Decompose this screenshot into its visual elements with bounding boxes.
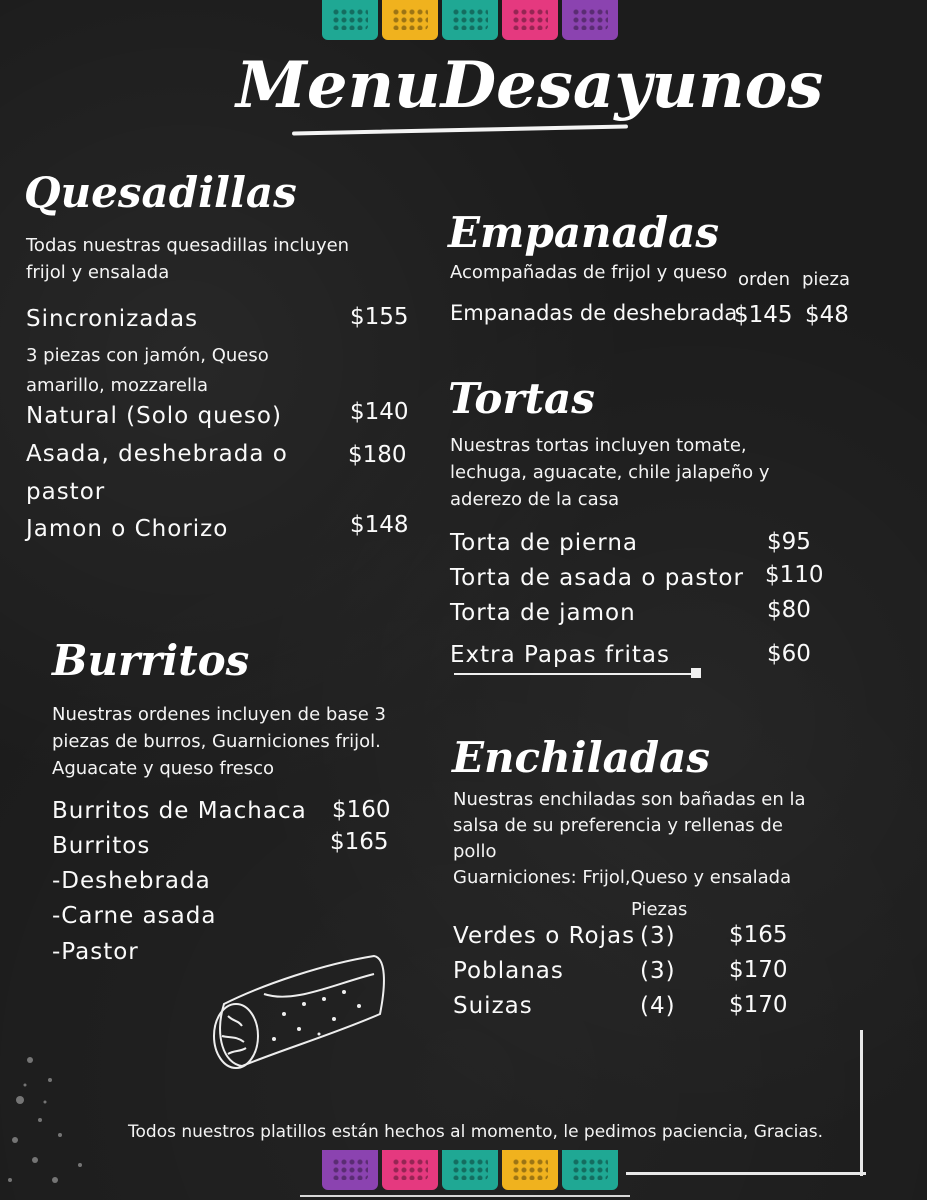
papel-picado-flag (562, 1150, 618, 1190)
menu-item-option: -Carne asada (52, 903, 217, 929)
papel-picado-flag (442, 0, 498, 40)
papel-picado-flag (322, 1150, 378, 1190)
menu-item-qty: (4) (640, 993, 676, 1019)
menu-item-name: Empanadas de deshebrada (450, 301, 738, 325)
menu-item-name: Natural (Solo queso) (26, 403, 282, 429)
menu-item-name: Torta de pierna (450, 530, 639, 556)
menu-item-price-orden: $145 (734, 302, 793, 328)
title-underline (292, 124, 628, 135)
chalk-bottom-line (300, 1195, 630, 1197)
enchiladas-heading: Enchiladas (452, 733, 711, 782)
divider-line (454, 673, 694, 675)
quesadillas-desc-line: frijol y ensalada (26, 262, 170, 283)
menu-item-name: Jamon o Chorizo (26, 516, 229, 542)
empanadas-desc: Acompañadas de frijol y queso (450, 262, 728, 283)
papel-picado-flag (382, 0, 438, 40)
burritos-heading: Burritos (52, 636, 250, 685)
menu-item-name: Burritos (52, 833, 151, 859)
menu-item-price: $165 (729, 922, 788, 948)
menu-item-name: Poblanas (453, 958, 564, 984)
papel-picado-flag (382, 1150, 438, 1190)
quesadillas-heading: Quesadillas (24, 168, 297, 217)
menu-item-price: $180 (348, 442, 407, 468)
menu-item-price: $170 (729, 957, 788, 983)
menu-item-price: $155 (350, 304, 409, 330)
chalk-vertical-line (860, 1030, 863, 1176)
menu-item-qty: (3) (640, 958, 676, 984)
empanadas-heading: Empanadas (448, 208, 720, 257)
menu-item-price: $80 (767, 597, 811, 623)
column-header-orden: orden (738, 269, 791, 290)
sincronizadas-desc-line: 3 piezas con jamón, Queso (26, 345, 269, 366)
papel-picado-top (322, 0, 618, 40)
tortas-heading: Tortas (448, 374, 595, 423)
papel-picado-flag (502, 0, 558, 40)
enchiladas-desc-line: Guarniciones: Frijol,Queso y ensalada (453, 867, 792, 888)
sincronizadas-desc-line: amarillo, mozzarella (26, 375, 209, 396)
menu-item-price: $140 (350, 399, 409, 425)
menu-item-price: $165 (330, 829, 389, 855)
column-header-pieza: pieza (802, 269, 850, 290)
papel-picado-flag (322, 0, 378, 40)
chalk-splatter (0, 1040, 110, 1200)
page-title: MenuDesayunos (236, 48, 824, 123)
papel-picado-flag (442, 1150, 498, 1190)
menu-item-price: $110 (765, 562, 824, 588)
tortas-desc-line: aderezo de la casa (450, 489, 620, 510)
menu-item-name: Sincronizadas (26, 306, 199, 332)
burritos-desc-line: Aguacate y queso fresco (52, 758, 275, 779)
menu-item-option: -Deshebrada (52, 868, 211, 894)
menu-item-name: Extra Papas fritas (450, 642, 670, 668)
menu-item-qty: (3) (640, 923, 676, 949)
papel-picado-bottom (322, 1150, 618, 1190)
menu-item-price: $95 (767, 529, 811, 555)
divider-handle (691, 668, 701, 678)
papel-picado-flag (562, 0, 618, 40)
menu-item-name: Burritos de Machaca (52, 798, 307, 824)
tortas-desc-line: Nuestras tortas incluyen tomate, (450, 435, 747, 456)
papel-picado-flag (502, 1150, 558, 1190)
menu-item-name: Torta de jamon (450, 600, 636, 626)
column-header-piezas: Piezas (631, 899, 688, 920)
quesadillas-desc-line: Todas nuestras quesadillas incluyen (26, 235, 350, 256)
menu-item-price: $60 (767, 641, 811, 667)
menu-item-price: $148 (350, 512, 409, 538)
menu-item-name: Asada, deshebrada o (26, 441, 288, 467)
menu-item-name-continued: pastor (26, 479, 106, 505)
menu-item-price-pieza: $48 (805, 302, 849, 328)
menu-item-name: Suizas (453, 993, 533, 1019)
menu-item-name: Verdes o Rojas (453, 923, 636, 949)
burritos-desc-line: Nuestras ordenes incluyen de base 3 (52, 704, 386, 725)
menu-item-price: $160 (332, 797, 391, 823)
burritos-desc-line: piezas de burros, Guarniciones frijol. (52, 731, 381, 752)
burrito-illustration (204, 944, 388, 1076)
enchiladas-desc-line: salsa de su preferencia y rellenas de (453, 815, 783, 836)
menu-item-name: Torta de asada o pastor (450, 565, 744, 591)
tortas-desc-line: lechuga, aguacate, chile jalapeño y (450, 462, 770, 483)
enchiladas-desc-line: Nuestras enchiladas son bañadas en la (453, 789, 806, 810)
menu-item-price: $170 (729, 992, 788, 1018)
chalk-horizontal-line (626, 1172, 866, 1175)
menu-item-option: -Pastor (52, 939, 139, 965)
footer-note: Todos nuestros platillos están hechos al momento, le pedimos paciencia, Gracias. (128, 1122, 824, 1142)
enchiladas-desc-line: pollo (453, 841, 497, 862)
